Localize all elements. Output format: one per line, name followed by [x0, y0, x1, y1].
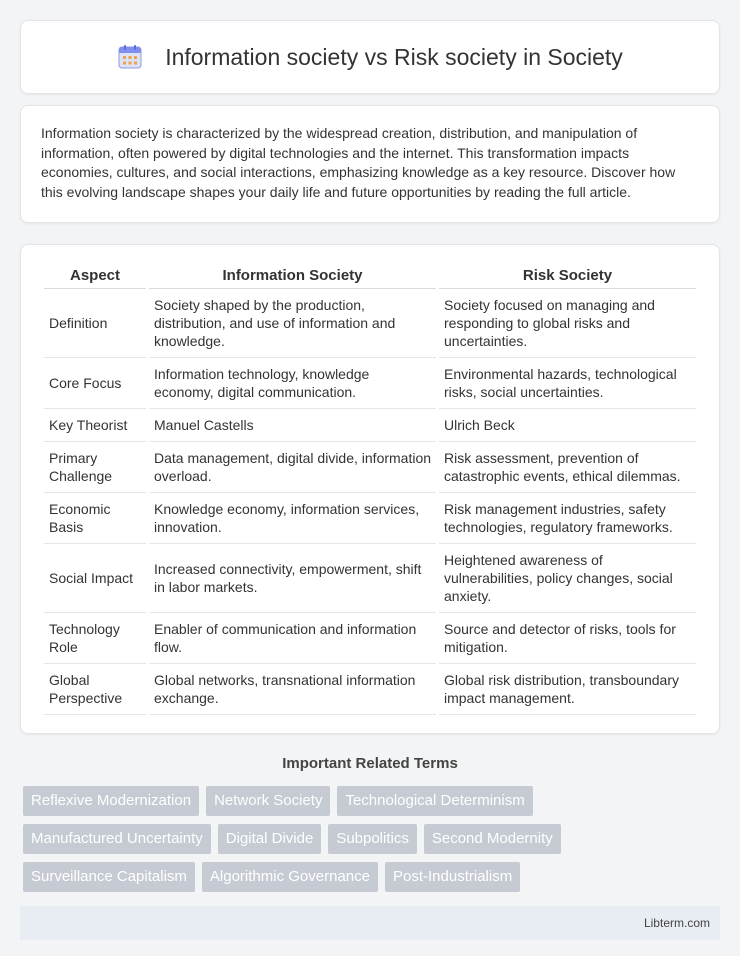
related-term-tag[interactable]: Network Society: [206, 786, 330, 816]
footer: [20, 906, 720, 940]
row-information-society: Information technology, knowledge economy, digital communication.: [149, 358, 436, 409]
row-information-society: Manuel Castells: [149, 409, 436, 442]
row-risk-society: Heightened awareness of vulnerabilities, policy changes, social anxiety.: [439, 544, 696, 613]
related-terms-list: [20, 786, 720, 892]
related-term-tag[interactable]: Digital Divide: [218, 824, 322, 854]
header-information-society: Information Society: [149, 263, 436, 289]
row-information-society: Data management, digital divide, information overload.: [149, 442, 436, 493]
row-risk-society: Ulrich Beck: [439, 409, 696, 442]
table-row: [44, 409, 696, 442]
table-row: [44, 544, 696, 613]
title-card: [20, 20, 720, 94]
row-risk-society: Source and detector of risks, tools for mitigation.: [439, 613, 696, 664]
row-aspect: Primary Challenge: [44, 442, 146, 493]
row-information-society: Global networks, transnational information exchange.: [149, 664, 436, 715]
intro-text: Information society is characterized by the widespread creation, distribution, and manipulation of information, often powered by digital technologies and the internet. This transformation impacts economies, cultures, and social interactions, emphasizing knowledge as a key resource. Discover how this evolving landscape shapes your daily life and future opportunities by reading the full article.: [41, 125, 676, 200]
header-aspect: Aspect: [44, 263, 146, 289]
row-risk-society: Global risk distribution, transboundary impact management.: [439, 664, 696, 715]
footer-site-link[interactable]: Libterm.com: [643, 916, 710, 930]
related-term-tag[interactable]: Surveillance Capitalism: [23, 862, 195, 892]
table-row: [44, 613, 696, 664]
comparison-table-card: [20, 244, 720, 734]
table-row: [44, 358, 696, 409]
row-information-society: Increased connectivity, empowerment, shift in labor markets.: [149, 544, 436, 613]
table-row: [44, 442, 696, 493]
related-term-tag[interactable]: Reflexive Modernization: [23, 786, 199, 816]
intro-card: [20, 105, 720, 223]
row-aspect: Core Focus: [44, 358, 146, 409]
related-term-tag[interactable]: Algorithmic Governance: [202, 862, 378, 892]
header-risk-society: Risk Society: [439, 263, 696, 289]
related-term-tag[interactable]: Second Modernity: [424, 824, 561, 854]
row-aspect: Global Perspective: [44, 664, 146, 715]
related-term-tag[interactable]: Post-Industrialism: [385, 862, 520, 892]
row-aspect: Social Impact: [44, 544, 146, 613]
row-aspect: Economic Basis: [44, 493, 146, 544]
comparison-table: [41, 263, 699, 715]
calendar-icon: [117, 44, 143, 70]
table-row: [44, 493, 696, 544]
row-risk-society: Risk assessment, prevention of catastrophic events, ethical dilemmas.: [439, 442, 696, 493]
row-information-society: Enabler of communication and information flow.: [149, 613, 436, 664]
table-row: [44, 664, 696, 715]
row-aspect: Key Theorist: [44, 409, 146, 442]
row-information-society: Knowledge economy, information services, innovation.: [149, 493, 436, 544]
related-term-tag[interactable]: Manufactured Uncertainty: [23, 824, 211, 854]
related-term-tag[interactable]: Subpolitics: [328, 824, 417, 854]
page-title: Information society vs Risk society in Society: [165, 43, 623, 70]
row-information-society: Society shaped by the production, distribution, and use of information and knowledge.: [149, 289, 436, 358]
table-row: [44, 289, 696, 358]
row-aspect: Definition: [44, 289, 146, 358]
related-term-tag[interactable]: Technological Determinism: [337, 786, 532, 816]
table-header-row: [44, 263, 696, 289]
related-terms-heading: Important Related Terms: [282, 755, 458, 772]
row-aspect: Technology Role: [44, 613, 146, 664]
row-risk-society: Society focused on managing and responding to global risks and uncertainties.: [439, 289, 696, 358]
row-risk-society: Risk management industries, safety technologies, regulatory frameworks.: [439, 493, 696, 544]
row-risk-society: Environmental hazards, technological risks, social uncertainties.: [439, 358, 696, 409]
